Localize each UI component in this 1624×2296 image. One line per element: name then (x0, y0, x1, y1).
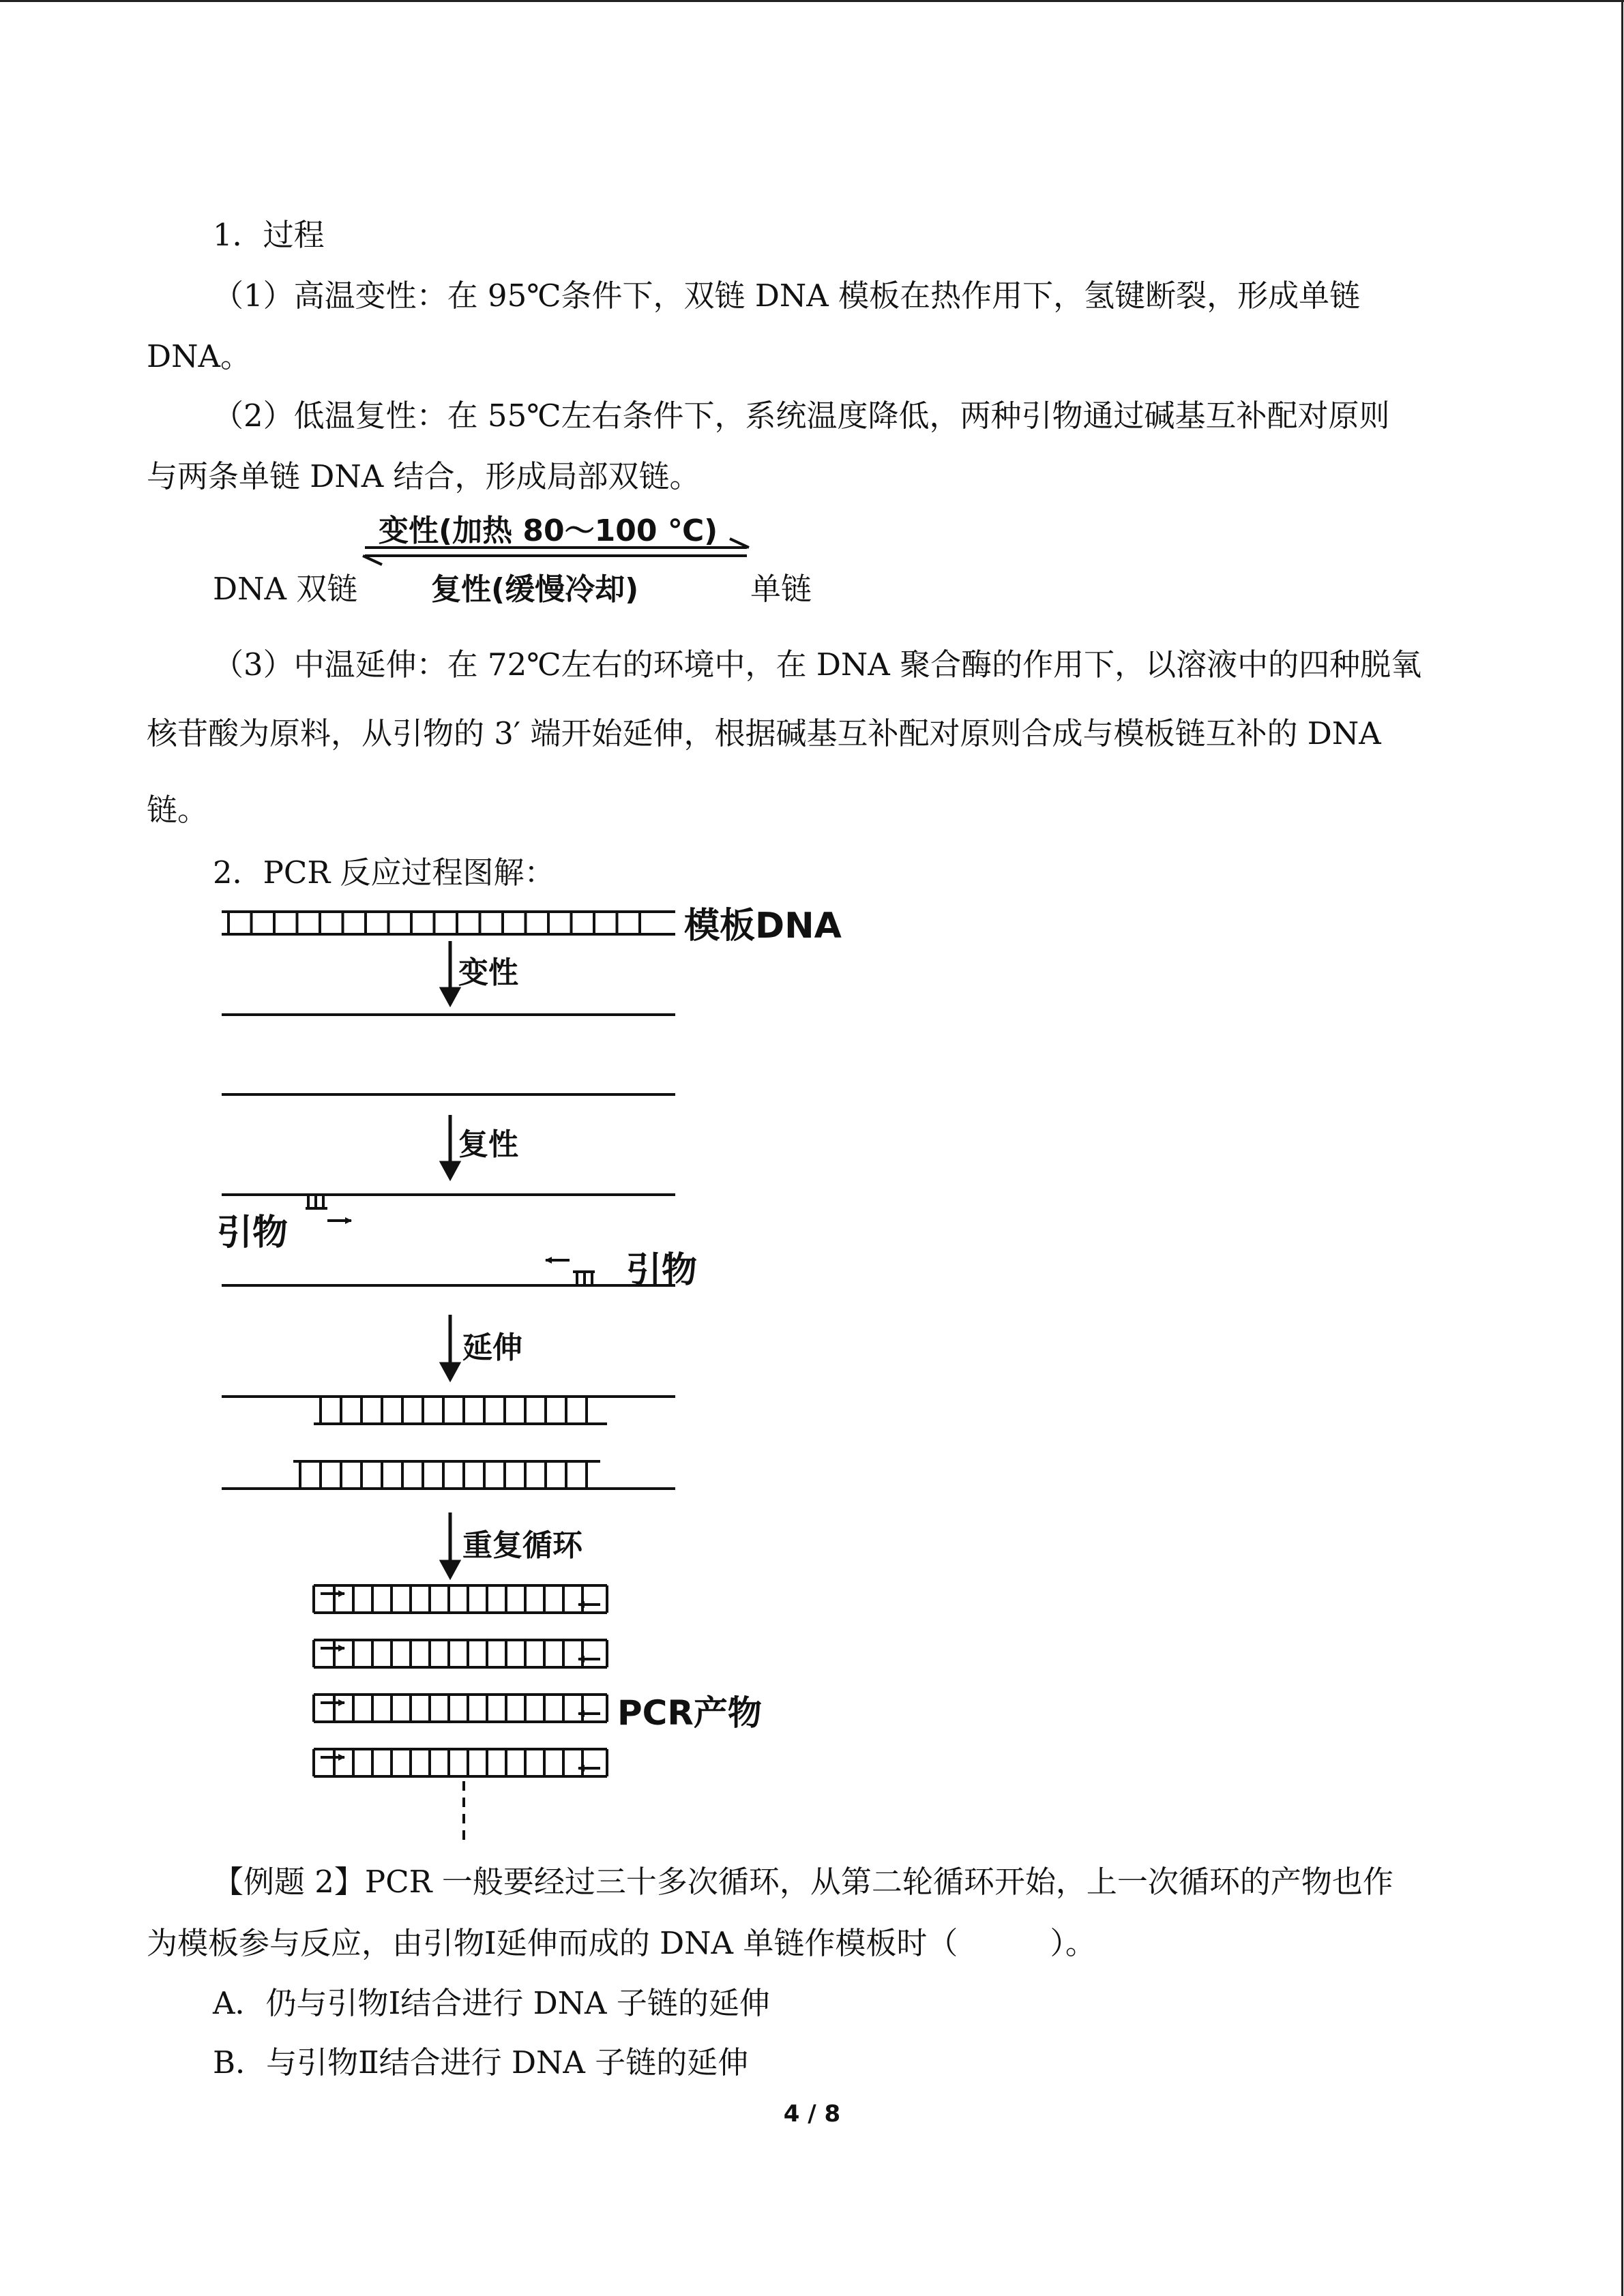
step3-text-end: 链。 (147, 792, 209, 828)
equation-forward-label: 变性(加热 80～100 ℃) (379, 513, 718, 548)
example-question: 【例题 2】PCR 一般要经过三十多次循环，从第二轮循环开始，上一次循环的产物也作 (213, 1864, 1393, 1900)
step1-text: （1）高温变性：在 95℃条件下，双链 DNA 模板在热作用下，氢键断裂，形成单链 (213, 278, 1361, 314)
example-question-continued: 为模板参与反应，由引物Ⅰ延伸而成的 DNA 单链作模板时（ ）。 (147, 1925, 1096, 1961)
equation-left: DNA 双链 (213, 571, 358, 607)
option-b: B．与引物Ⅱ结合进行 DNA 子链的延伸 (213, 2044, 749, 2081)
template-dna-strand (222, 912, 675, 934)
extending-strands (222, 1397, 675, 1489)
pcr-product-label: PCR产物 (617, 1693, 762, 1733)
equation-right: 单链 (750, 571, 812, 607)
equation-reverse-label: 复性(缓慢冷却) (431, 572, 639, 607)
section-heading-diagram: 2．PCR 反应过程图解： (213, 854, 555, 891)
page-number: 4 / 8 (783, 2100, 841, 2128)
step1-text-continued: DNA。 (147, 338, 251, 374)
step2-text: （2）低温复性：在 55℃左右条件下，系统温度降低，两种引物通过碱基互补配对原则 (213, 398, 1390, 434)
section-heading-process: 1．过程 (213, 217, 325, 253)
pcr-product-strands (314, 1585, 607, 1776)
step3-text-continued: 核苷酸为原料，从引物的 3′ 端开始延伸，根据碱基互补配对原则合成与模板链互补的 DNA (147, 715, 1381, 751)
equilibrium-arrow (363, 539, 749, 565)
annealed-strands (222, 1195, 675, 1285)
anneal-label: 复性 (458, 1127, 518, 1162)
primer-bottom-label: 引物 (626, 1250, 698, 1291)
extend-label: 延伸 (462, 1330, 522, 1365)
single-strands (222, 1015, 675, 1094)
denature-label: 变性 (458, 955, 518, 990)
template-dna-label: 模板DNA (684, 906, 842, 946)
option-a: A．仍与引物Ⅰ结合进行 DNA 子链的延伸 (213, 1985, 770, 2021)
repeat-cycle-label: 重复循环 (462, 1528, 582, 1563)
step3-text: （3）中温延伸：在 72℃左右的环境中，在 DNA 聚合酶的作用下，以溶液中的四种脱氧 (213, 646, 1422, 683)
step2-text-continued: 与两条单链 DNA 结合，形成局部双链。 (147, 458, 700, 494)
primer-top-label: 引物 (217, 1212, 289, 1253)
